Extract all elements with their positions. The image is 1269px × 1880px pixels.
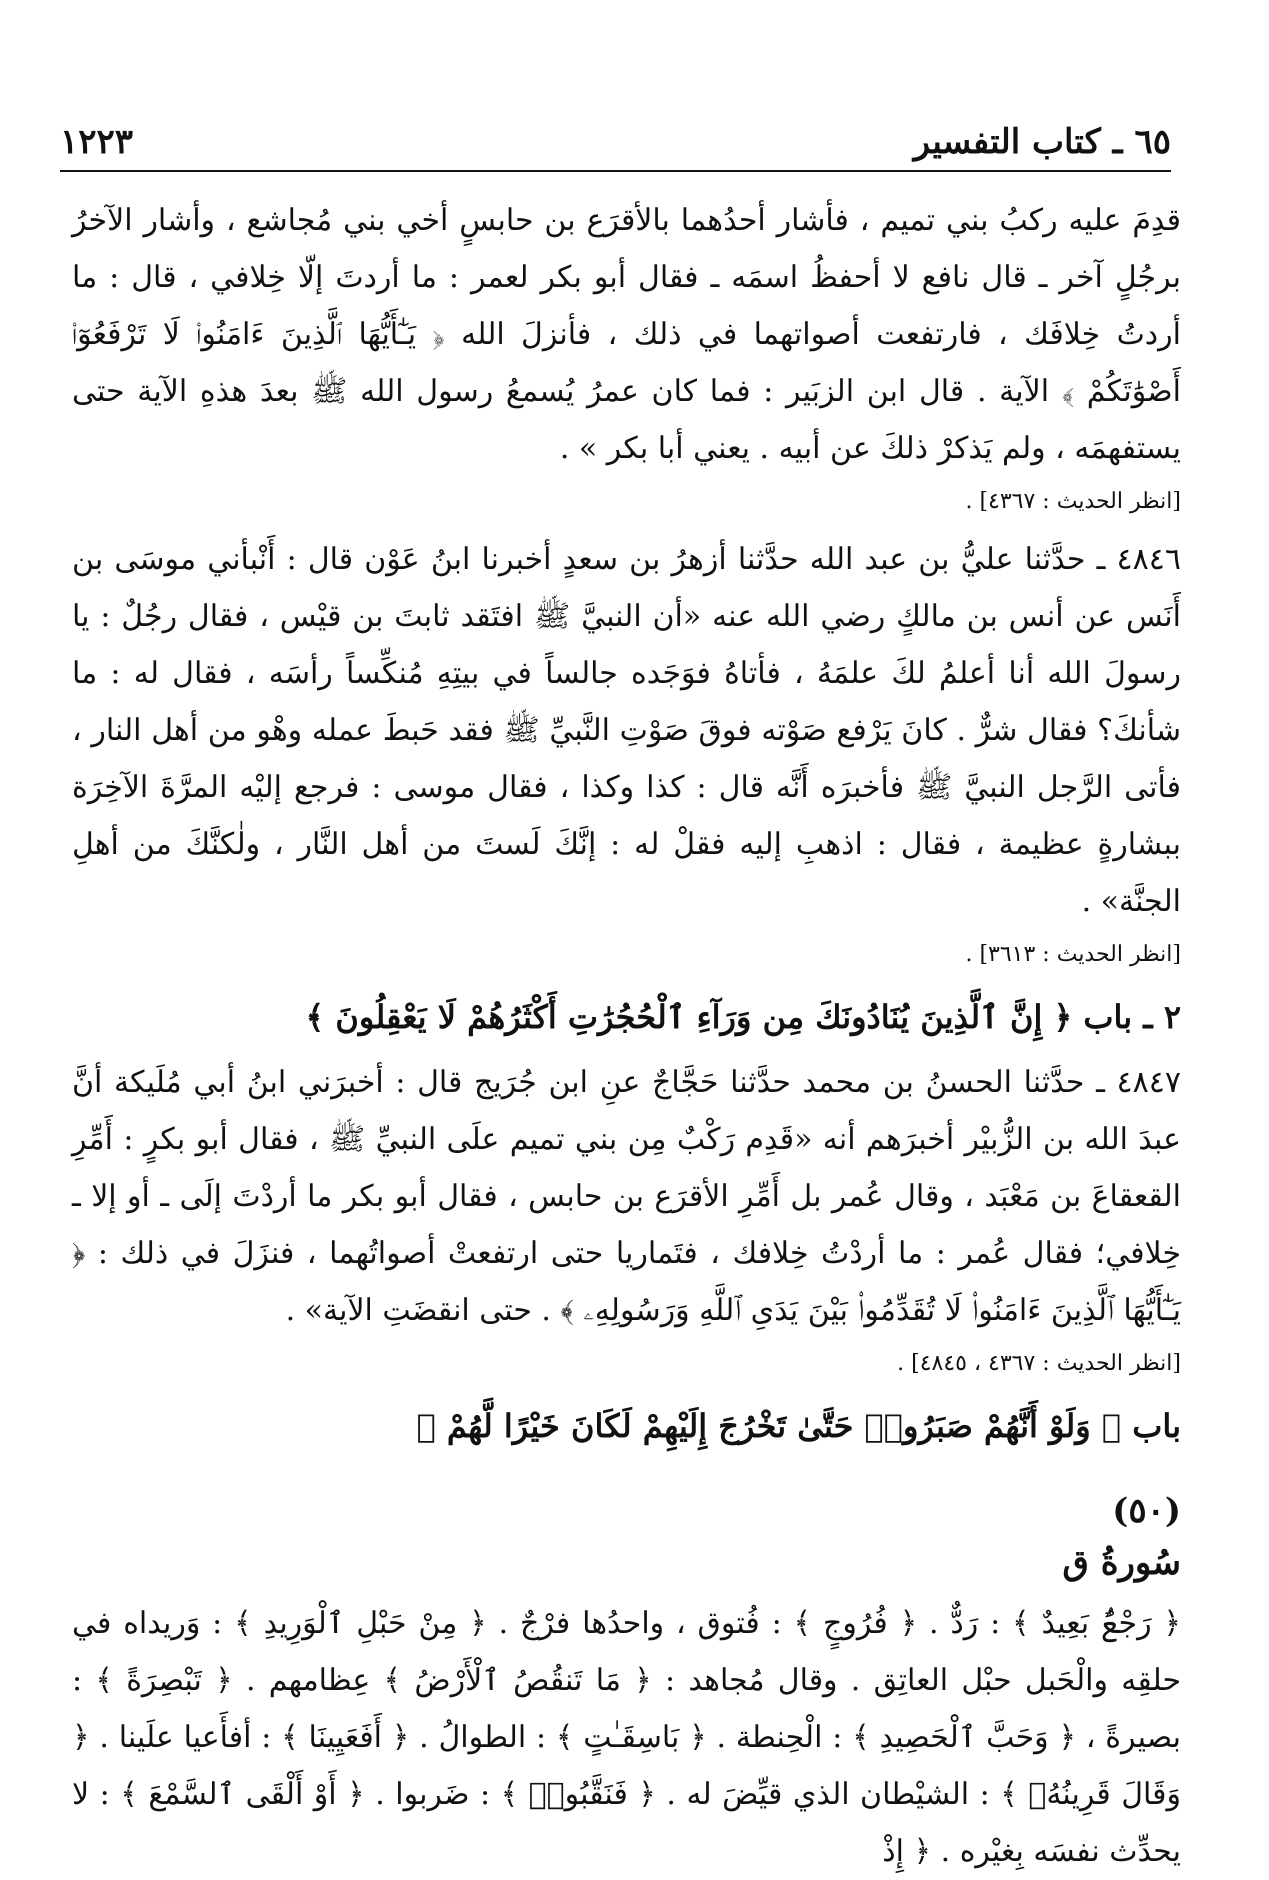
chapter-title: ٦٥ ـ كتاب التفسير <box>913 122 1171 162</box>
hadith-reference: [انظر الحديث : ٣٦١٣] . <box>965 942 1181 967</box>
chapter-heading-bab: باب ﴿ وَلَوْ أَنَّهُمْ صَبَرُوا۟ حَتَّىٰ تَخْرُجَ إِلَيْهِمْ لَكَانَ خَيْرًا لَّهُمْ ﴾ <box>416 1407 1181 1445</box>
page-number: ١٢٢٣ <box>60 122 134 162</box>
hadith-reference: [انظر الحديث : ٤٣٦٧] . <box>965 489 1181 514</box>
chapter-heading-bab-2: ٢ ـ باب ﴿ إِنَّ ٱلَّذِينَ يُنَادُونَكَ مِن وَرَآءِ ٱلْحُجُرَٰتِ أَكْثَرُهُمْ لَا يَعْقِلُونَ ﴾ <box>305 998 1181 1036</box>
paragraph-surah-qaf-glossary: ﴿ رَجْعٌۢ بَعِيدٌ ﴾ : رَدٌّ . ﴿ فُرُوجٍ ﴾ : فُتوق ، واحدُها فرْجٌ . ﴿ مِنْ حَبْلِ ٱلْوَرِيدِ ﴾ : وَريداه في حلقِه والْحَبل حبْل العاتِق . وقال مُجاهد : ﴿ مَا تَنقُصُ ٱلْأَرْضُ ﴾ عِظامهم . ﴿ تَبْصِرَةً ﴾ : بصيرةً ، ﴿ وَحَبَّ ٱلْحَصِيدِ ﴾ : الْحِنطة . ﴿ بَاسِقَـٰتٍ ﴾ : الطوالُ . ﴿ أَفَعَيِينَا ﴾ : أفأَعيا علَينا . ﴿ وَقَالَ قَرِينُهُۥ ﴾ : الشيْطان الذي قيِّضَ له . ﴿ فَنَقَّبُوا۟ ﴾ : ضَربوا . ﴿ أَوْ أَلْقَى ٱلسَّمْعَ ﴾ : لا يحدِّث نفسَه بِغيْره . ﴿ إِذْ <box>72 1606 1181 1869</box>
surah-number: (٥٠) <box>1112 1491 1181 1531</box>
page-body <box>72 192 1181 1880</box>
surah-title: سُورةُ ق <box>1062 1543 1181 1583</box>
paragraph-hadith-4847: ٤٨٤٧ ـ حدَّثنا الحسنُ بن محمد حدَّثنا حَجَّاجٌ عنِ ابن جُرَيج قال : أخبرَني ابنُ أبي مُلَيكة أنَّ عبدَ الله بن الزُّبيْر أخبرَهم أنه «قَدِم رَكْبٌ مِن بني تميم علَى النبيِّ ﷺ ، فقال أبو بكرٍ : أَمِّرِ القعقاعَ بن مَعْبَد ، وقال عُمر بل أَمِّرِ الأقرَع بن حابس ، فقال أبو بكر ما أردْتَ إلَى ـ أو إلا ـ خِلافي؛ فقال عُمر : ما أردْتُ خِلافك ، فتَماريا حتى ارتفعتْ أصواتُهما ، فنزَلَ في ذلك : ﴿ يَـٰٓأَيُّهَا ٱلَّذِينَ ءَامَنُوا۟ لَا تُقَدِّمُوا۟ بَيْنَ يَدَىِ ٱللَّهِ وَرَسُولِهِۦ ﴾ . حتى انقضَتِ الآية» . <box>72 1065 1181 1328</box>
hadith-reference: [انظر الحديث : ٤٣٦٧ ، ٤٨٤٥] . <box>897 1351 1181 1376</box>
paragraph-hadith-4846: ٤٨٤٦ ـ حدَّثنا عليُّ بن عبد الله حدَّثنا أزهرُ بن سعدٍ أخبرنا ابنُ عَوْن قال : أَنْبأني موسَى بن أَنَس عن أنس بن مالكٍ رضي الله عنه «أن النبيَّ ﷺ افتَقد ثابتَ بن قيْس ، فقال رجُلٌ : يا رسولَ الله أنا أعلمُ لكَ علمَهُ ، فأتاهُ فوَجَده جالساً في بيتِهِ مُنكِّساً رأسَه ، فقال له : ما شأنكَ؟ فقال شرٌّ . كانَ يَرْفع صَوْته فوقَ صَوْتِ النَّبيِّ ﷺ فقد حَبطَ عمله وهْو من أهل النار ، فأتى الرَّجل النبيَّ ﷺ فأخبرَه أَنَّه قال : كذا وكذا ، فقال موسى : فرجع إليْه المرَّةَ الآخِرَة ببشارةٍ عظيمة ، فقال : اذهبِ إليه فقلْ له : إنَّكَ لَستَ من أهل النَّار ، ولٰكنَّكَ من أهلِ الجنَّة» . <box>72 542 1181 919</box>
paragraph-hadith-4845-end: قدِمَ عليه ركبُ بني تميم ، فأشار أحدُهما بالأقرَع بن حابسٍ أخي بني مُجاشع ، وأشار الآخرُ برجُلٍ آخر ـ قال نافع لا أحفظُ اسمَه ـ فقال أبو بكر لعمر : ما أردتَ إلّا خِلافي ، قال : ما أردتُ خِلافَك ، فارتفعت أصواتهما في ذلك ، فأنزلَ الله ﴿ يَـٰٓأَيُّهَا ٱلَّذِينَ ءَامَنُوا۟ لَا تَرْفَعُوٓا۟ أَصْوَٰتَكُمْ ﴾ الآية . قال ابن الزبَير : فما كان عمرُ يُسمعُ رسول الله ﷺ بعدَ هذهِ الآية حتى يستفهمَه ، ولم يَذكرْ ذلكَ عن أبيه . يعني أبا بكر » . <box>72 203 1181 466</box>
page-header <box>60 108 1171 172</box>
